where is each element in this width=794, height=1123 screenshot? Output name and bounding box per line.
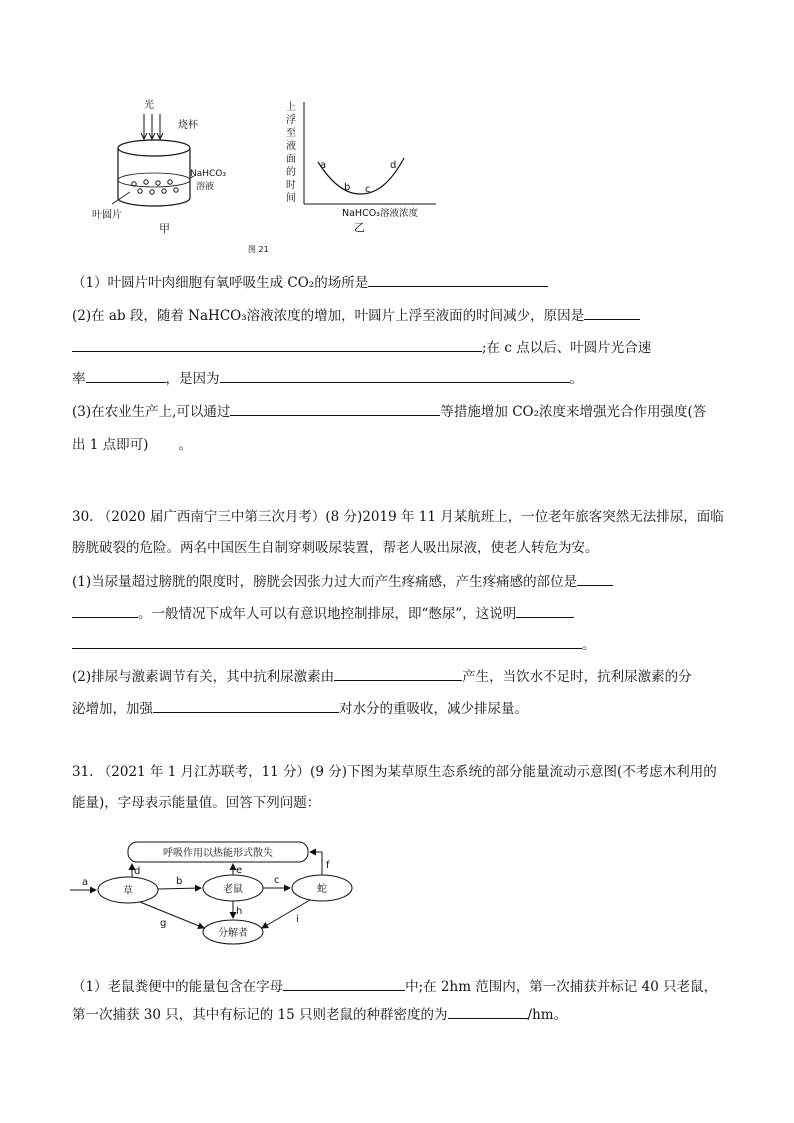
solution-label-1: NaHCO₃ [190,169,226,179]
answer-blank[interactable] [584,305,640,320]
svg-text:的: 的 [286,167,296,178]
svg-text:时: 时 [286,180,296,191]
point-b: b [344,182,351,193]
point-c: c [365,184,371,195]
arrow-c: c [274,875,280,886]
q30-part2: (2)排尿与激素调节有关，其中抗利尿激素由 产生，当饮水不足时，抗利尿激素的分 [72,666,692,686]
svg-text:至: 至 [286,128,296,139]
arrow-i: i [296,914,299,925]
answer-blank[interactable] [516,603,574,618]
answer-blank[interactable] [220,368,570,383]
arrow-g: g [160,918,167,929]
arrow-e: e [236,865,243,876]
answer-blank[interactable] [448,1004,528,1019]
svg-text:浮: 浮 [286,115,296,126]
arrow-b: b [176,876,183,887]
light-label: 光 [144,100,154,111]
energy-flow-diagram [70,830,370,950]
figure-yi [248,96,440,258]
point-a: a [320,160,327,171]
arrow-f: f [326,860,330,871]
answer-blank[interactable] [334,666,462,681]
answer-blank[interactable] [153,698,339,713]
caption-yi: 乙 [354,221,365,234]
solution-label-2: 溶液 [196,182,215,192]
svg-text:老鼠: 老鼠 [223,884,243,895]
q29-part2: (2)在 ab 段，随着 NaHCO₃溶液浓度的增加，叶圆片上浮至液面的时间减少，原因是 [72,305,640,325]
svg-text:面: 面 [286,154,296,165]
caption-jia: 甲 [159,222,170,235]
svg-text:蛇: 蛇 [317,884,327,895]
q29-part2-cont: ;在 c 点以后、叶圆片光合速 [72,337,651,357]
answer-blank[interactable] [283,976,405,991]
q30-part1-end: 。 [72,634,596,654]
q30-part2-cont: 泌增加，加强 对水分的重吸收，减少排尿量。 [72,698,528,718]
svg-text:液: 液 [286,141,296,152]
q29-part3-cont: 出 1 点即可) 。 [72,437,192,453]
figure-label: 图 21 [248,245,269,254]
q31-heading-2: 能量)，字母表示能量值。回答下列问题： [72,795,321,811]
q31-part1-cont: 第一次捕获 30 只，其中有标记的 15 只则老鼠的种群密度的为 /hm。 [72,1004,567,1024]
svg-text:草: 草 [123,886,133,897]
q30-heading-2: 膀胱破裂的危险。两名中国医生自制穿刺吸尿装置，帮老人吸出尿液，使老人转危为安。 [72,540,599,556]
point-d: d [390,160,397,171]
q30-part1-cont: 。一般情况下成年人可以有意识地控制排尿，即“憋尿”，这说明 [72,603,574,623]
q30-heading-1: 30. （2020 届广西南宁三中第三次月考）(8 分)2019 年 11 月某航班上，一位老年旅客突然无法排尿，面临 [72,509,724,525]
q30-part1: (1)当尿量超过膀胱的限度时，膀胱会因张力过大而产生疼痛感，产生疼痛感的部位是 [72,571,613,591]
answer-blank[interactable] [577,571,613,586]
answer-blank[interactable] [368,272,548,287]
beaker-label: 烧杯 [178,120,198,131]
q29-part2-rate: 率 ，是因为 。 [72,368,583,388]
svg-text:间: 间 [286,193,296,204]
answer-blank[interactable] [230,401,440,416]
y-axis-label [286,100,296,204]
figure-jia [82,96,232,236]
q29-part3: (3)在农业生产上,可以通过 等措施增加 CO₂浓度来增强光合作用强度(答 [72,401,706,421]
beaker-top [118,140,190,156]
answer-blank[interactable] [72,337,482,352]
q29-part1: （1）叶圆片叶肉细胞有氧呼吸生成 CO₂的场所是 [72,272,548,292]
arrow-h: h [236,906,243,917]
liquid-surface [118,173,190,187]
arrow-a: a [82,877,89,888]
svg-text:上: 上 [286,102,296,113]
answer-blank[interactable] [86,368,166,383]
leaf-disc-label: 叶圆片 [92,210,122,221]
svg-text:分解者: 分解者 [218,928,248,939]
q31-heading-1: 31. （2021 年 1 月江苏联考，11 分）(9 分)下图为某草原生态系统的部分能量流动示意图(不考虑木利用的 [72,764,717,780]
answer-blank[interactable] [72,603,138,618]
q31-part1: （1）老鼠粪便中的能量包含在字母 中;在 2hm 范围内，第一次捕获并标记 40 只老鼠， [72,976,717,996]
answer-blank[interactable] [72,634,582,649]
arrow-d: d [134,866,141,877]
x-axis-label: NaHCO₃溶液浓度 [342,208,418,219]
respiration-label: 呼吸作用以热能形式散失 [163,848,273,859]
